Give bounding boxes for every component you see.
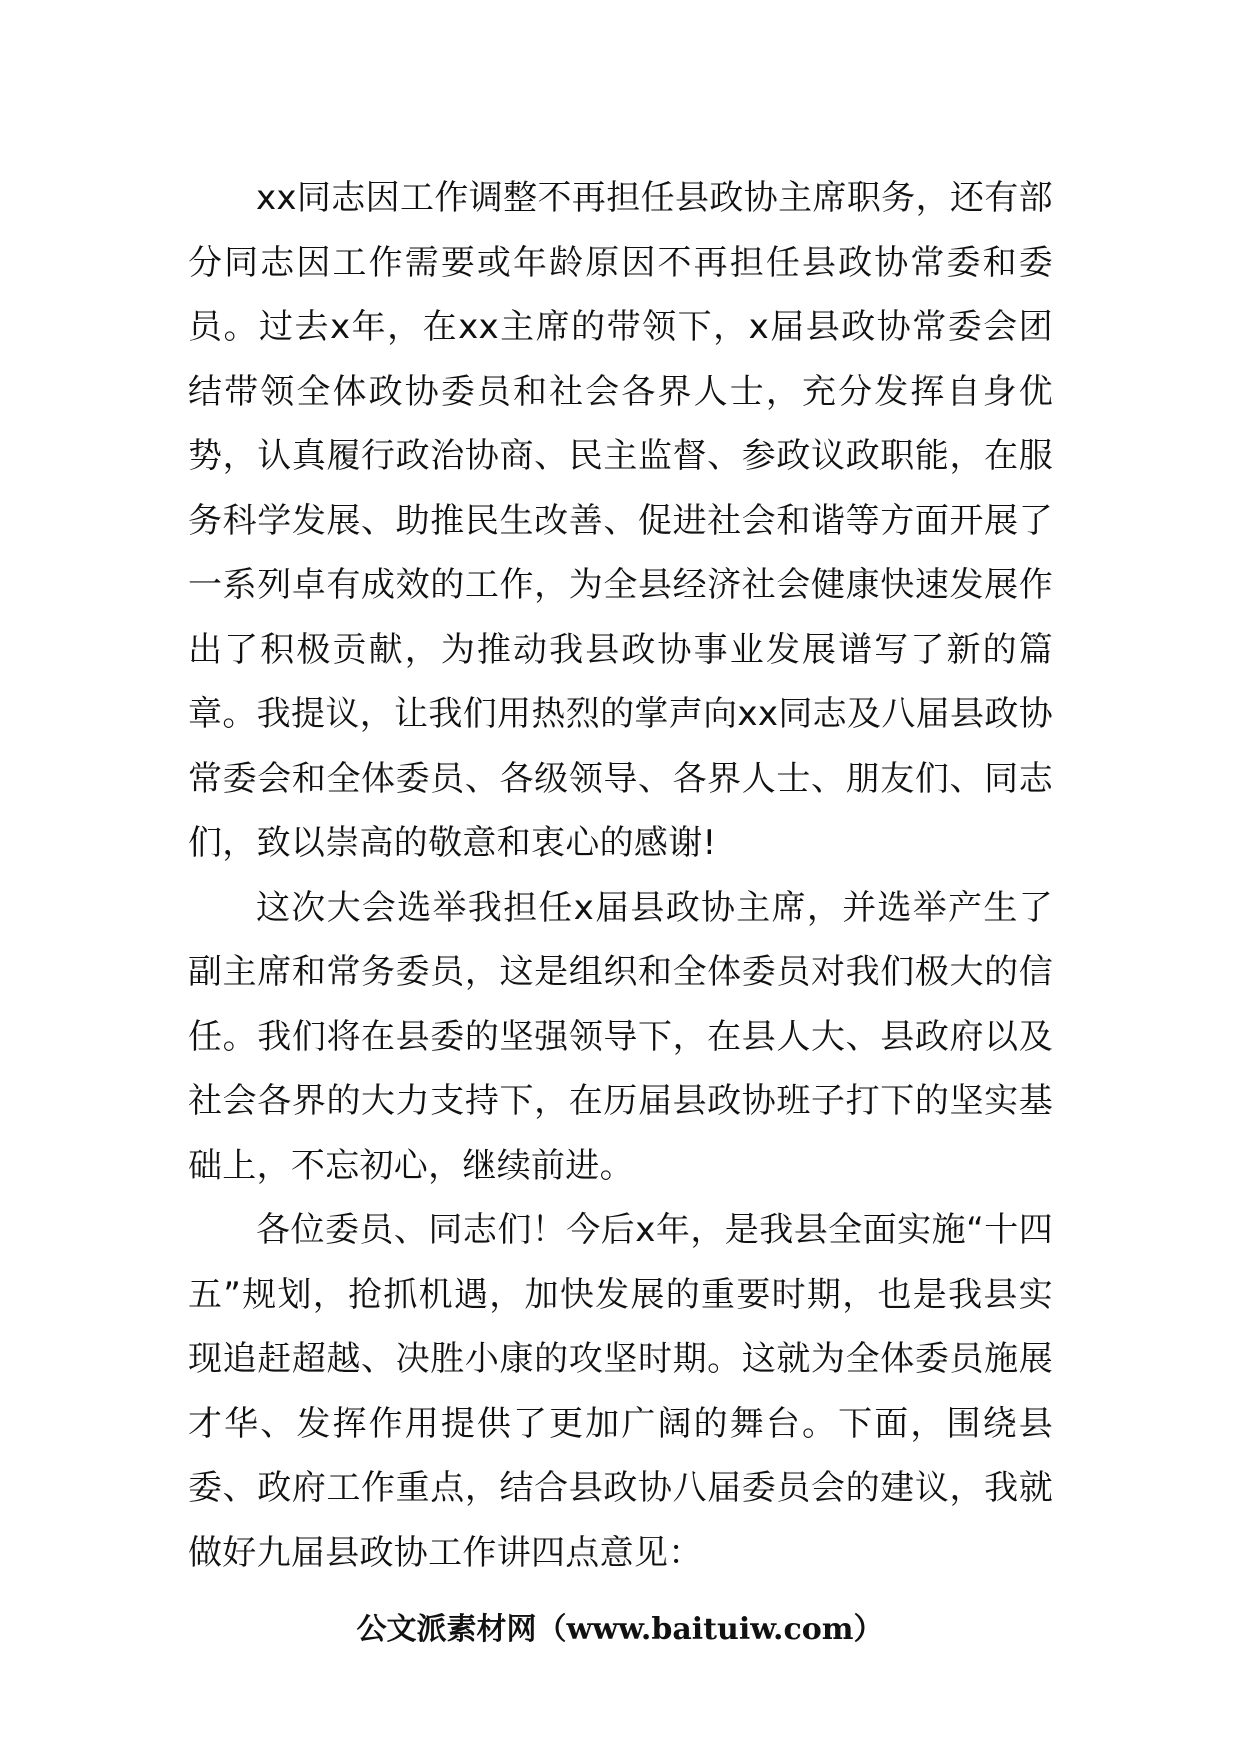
document-body xyxy=(188,166,1053,1585)
body-paragraph: 这次大会选举我担任x届县政协主席，并选举产生了副主席和常务委员，这是组织和全体委员对我们极大的信任。我们将在县委的坚强领导下，在县人大、县政府以及社会各界的大力支持下，在历届县政协班子打下的坚实基础上，不忘初心，继续前进。 xyxy=(188,887,1053,1186)
body-paragraph: xx同志因工作调整不再担任县政协主席职务，还有部分同志因工作需要或年龄原因不再担任县政协常委和委员。过去x年，在xx主席的带领下，x届县政协常委会团结带领全体政协委员和社会各界人士，充分发挥自身优势，认真履行政治协商、民主监督、参政议政职能，在服务科学发展、助推民生改善、促进社会和谐等方面开展了一系列卓有成效的工作，为全县经济社会健康快速发展作出了积极贡献，为推动我县政协事业发展谱写了新的篇章。我提议，让我们用热烈的掌声向xx同志及八届县政协常委会和全体委员、各级领导、各界人士、朋友们、同志们，致以崇高的敬意和衷心的感谢! xyxy=(188,178,1053,863)
footer-source-text: 公文派素材网（www.baituiw.com） xyxy=(356,1612,884,1647)
body-paragraph: 各位委员、同志们！今后x年，是我县全面实施“十四五”规划，抢抓机遇，加快发展的重要时期，也是我县实现追赶超越、决胜小康的攻坚时期。这就为全体委员施展才华、发挥作用提供了更加广阔的舞台。下面，围绕县委、政府工作重点，结合县政协八届委员会的建议，我就做好九届县政协工作讲四点意见： xyxy=(188,1210,1053,1573)
